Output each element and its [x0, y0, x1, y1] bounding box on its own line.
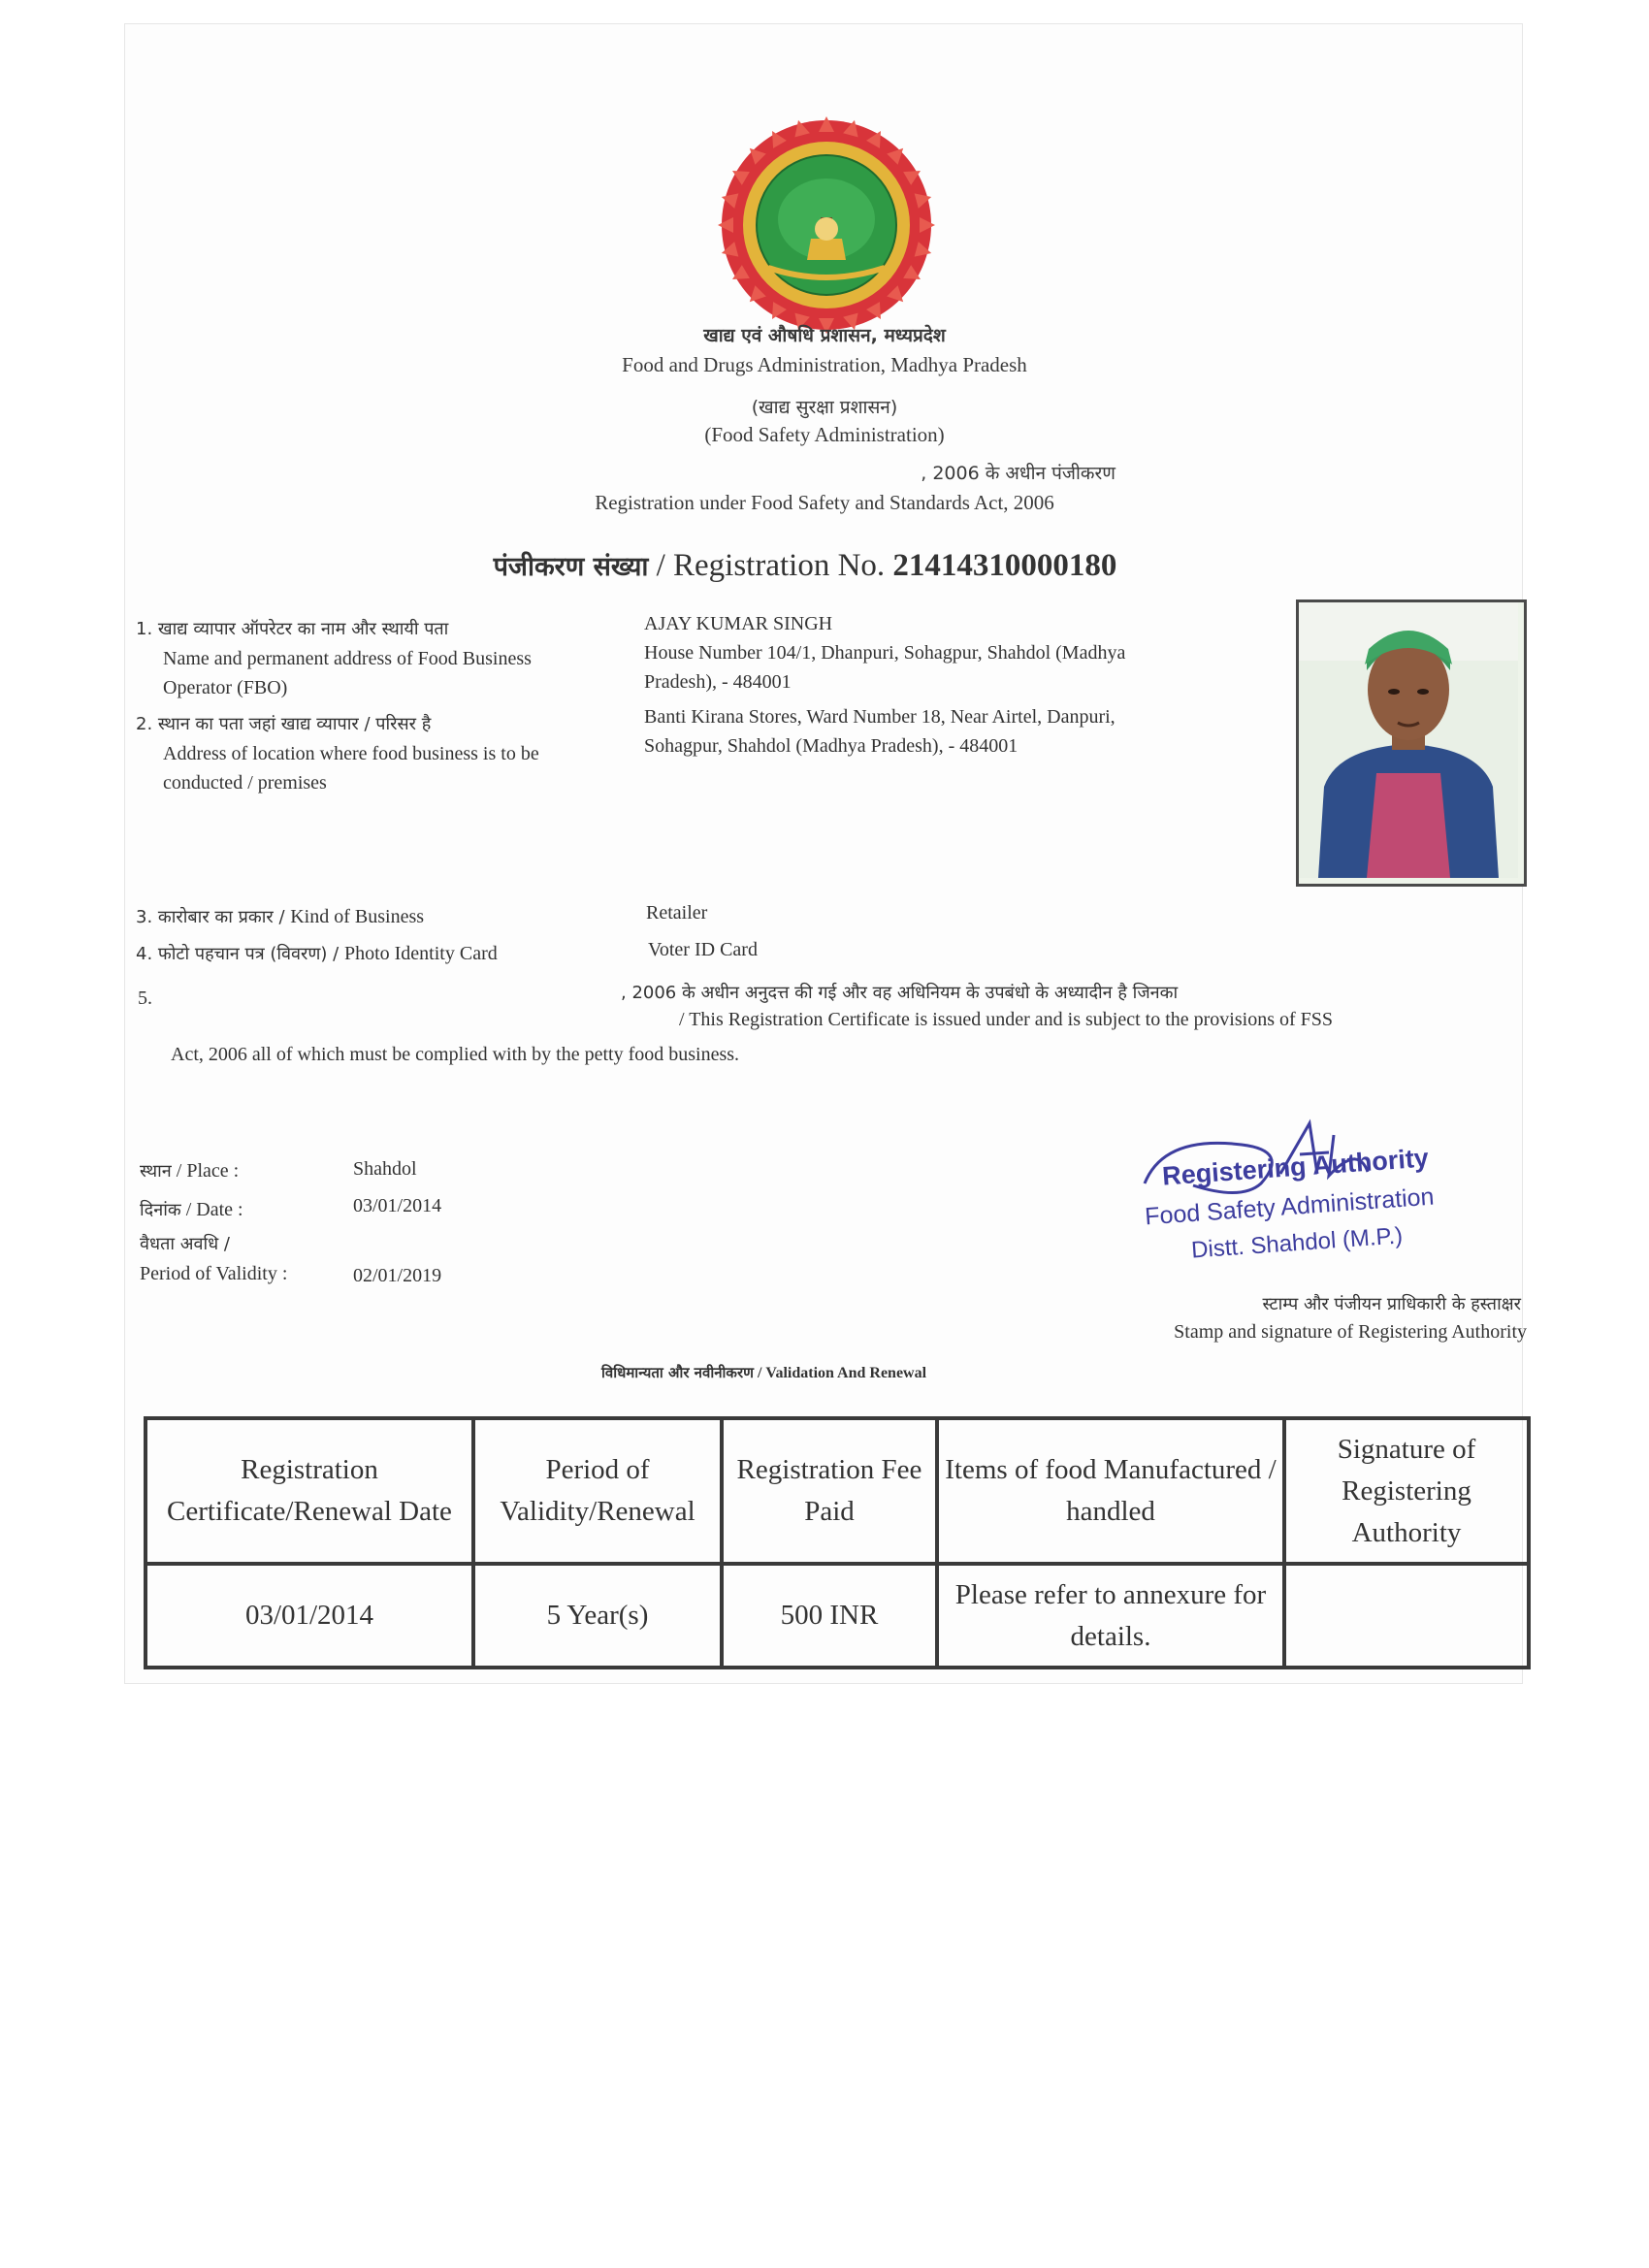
cell-fee: 500 INR — [722, 1564, 937, 1668]
place-value: Shahdol — [353, 1158, 417, 1180]
renewal-heading-hindi: विधिमान्यता और नवीनीकरण — [601, 1364, 754, 1381]
place-label — [140, 1156, 239, 1186]
stamp-line-3: Distt. Shahdol (M.P.) — [1190, 1222, 1404, 1264]
validity-label-english: Period of Validity : — [140, 1263, 288, 1284]
cell-signature — [1284, 1564, 1529, 1668]
field4-label — [136, 939, 498, 969]
col-period-validity: Period of Validity/Renewal — [473, 1418, 722, 1564]
field4-label-english: Photo Identity Card — [343, 943, 498, 964]
renewal-table — [144, 1416, 1531, 1669]
header-english-subtitle: (Food Safety Administration) — [704, 423, 945, 446]
validity-label-hindi: वैधता अवधि / — [140, 1234, 230, 1254]
field1-label-english-a: Name and permanent address of Food Business — [163, 648, 532, 669]
field5-hindi-line — [621, 978, 1178, 1008]
fbo-address-b: Pradesh), - 484001 — [644, 671, 792, 693]
header-hindi-subtitle: (खाद्य सुरक्षा प्रशासन) — [751, 397, 898, 418]
fbo-photo — [1296, 599, 1527, 887]
cell-period: 5 Year(s) — [473, 1564, 722, 1668]
table-row — [146, 1564, 1529, 1668]
fbo-name: AJAY KUMAR SINGH — [644, 613, 833, 634]
field5-english-b: Act, 2006 all of which must be complied with by the petty food business. — [171, 1044, 740, 1065]
header-hindi-act: , 2006 के अधीन पंजीकरण — [921, 463, 1116, 484]
col-fee-paid: Registration Fee Paid — [722, 1418, 937, 1564]
col-registration-date: Registration Certificate/Renewal Date — [146, 1418, 473, 1564]
field1-value — [644, 609, 1125, 697]
person-photo-icon — [1299, 602, 1518, 878]
date-value: 03/01/2014 — [353, 1195, 442, 1216]
date-label-english: / Date : — [180, 1199, 243, 1220]
cell-items: Please refer to annexure for details. — [937, 1564, 1284, 1668]
col-items-food: Items of food Manufactured / handled — [937, 1418, 1284, 1564]
signature-caption-hindi: स्टाम्प और पंजीयन प्राधिकारी के हस्ताक्षर — [1262, 1294, 1521, 1314]
registration-label-hindi: पंजीकरण संख्या — [493, 552, 649, 582]
registering-authority-stamp — [1116, 1116, 1484, 1285]
premises-address-b: Sohagpur, Shahdol (Madhya Pradesh), - 484001 — [644, 735, 1018, 757]
header-english-title: Food and Drugs Administration, Madhya Pradesh — [622, 353, 1027, 376]
validity-label — [140, 1230, 287, 1288]
photo-id-value: Voter ID Card — [648, 939, 758, 960]
stamp-line-1: Registering Authority — [1161, 1143, 1430, 1191]
field4-label-hindi: 4. फोटो पहचान पत्र (विवरण) / — [136, 944, 344, 964]
madhya-pradesh-emblem-icon — [716, 114, 937, 336]
fbo-address-a: House Number 104/1, Dhanpuri, Sohagpur, Shahdol (Madhya — [644, 642, 1126, 664]
validity-value: 02/01/2019 — [353, 1265, 442, 1286]
place-label-hindi: स्थान — [140, 1161, 172, 1182]
col-signature: Signature of Registering Authority — [1284, 1418, 1529, 1564]
field2-value — [644, 702, 1116, 761]
registration-number-line — [320, 547, 1290, 584]
renewal-heading — [601, 1358, 926, 1388]
renewal-heading-english: / Validation And Renewal — [753, 1365, 927, 1381]
field2-label — [136, 710, 539, 797]
header-hindi-title: खाद्य एवं औषधि प्रशासन, मध्यप्रदेश — [703, 325, 946, 346]
stamp-line-2: Food Safety Administration — [1144, 1183, 1436, 1231]
field5-english-a: / This Registration Certificate is issued under and is subject to the provisions of FSS — [679, 1009, 1334, 1030]
header-english-act: Registration under Food Safety and Standards Act, 2006 — [595, 491, 1054, 514]
registration-label-english: / Registration No. — [648, 548, 893, 583]
field5-hindi: , 2006 के अधीन अनुदत्त की गई और वह अधिनियम के उपबंधो के अध्यादीन है जिनका — [621, 983, 1179, 1003]
premises-address-a: Banti Kirana Stores, Ward Number 18, Near Airtel, Danpuri, — [644, 706, 1116, 728]
field1-label-english-b: Operator (FBO) — [163, 677, 288, 698]
field2-label-english-b: conducted / premises — [163, 772, 327, 794]
field2-label-hindi: 2. स्थान का पता जहां खाद्य व्यापार / परिसर है — [136, 714, 432, 734]
field3-label — [136, 902, 424, 932]
field1-label-hindi: 1. खाद्य व्यापार ऑपरेटर का नाम और स्थायी पता — [136, 619, 449, 639]
field2-label-english-a: Address of location where food business is to be — [163, 743, 539, 764]
place-label-english: / Place : — [171, 1160, 240, 1182]
field3-label-hindi: 3. कारोबार का प्रकार / — [136, 907, 291, 927]
field1-label — [136, 615, 532, 702]
kind-of-business-value: Retailer — [646, 902, 708, 923]
renewal-table-header — [146, 1418, 1529, 1564]
field5-number: 5. — [138, 988, 152, 1009]
cell-registration-date: 03/01/2014 — [146, 1564, 473, 1668]
date-label — [140, 1195, 243, 1225]
registration-number: 21414310000180 — [892, 548, 1117, 583]
date-label-hindi: दिनांक — [140, 1200, 181, 1220]
field3-label-english: Kind of Business — [290, 906, 425, 927]
signature-caption-english: Stamp and signature of Registering Authority — [1174, 1321, 1527, 1343]
